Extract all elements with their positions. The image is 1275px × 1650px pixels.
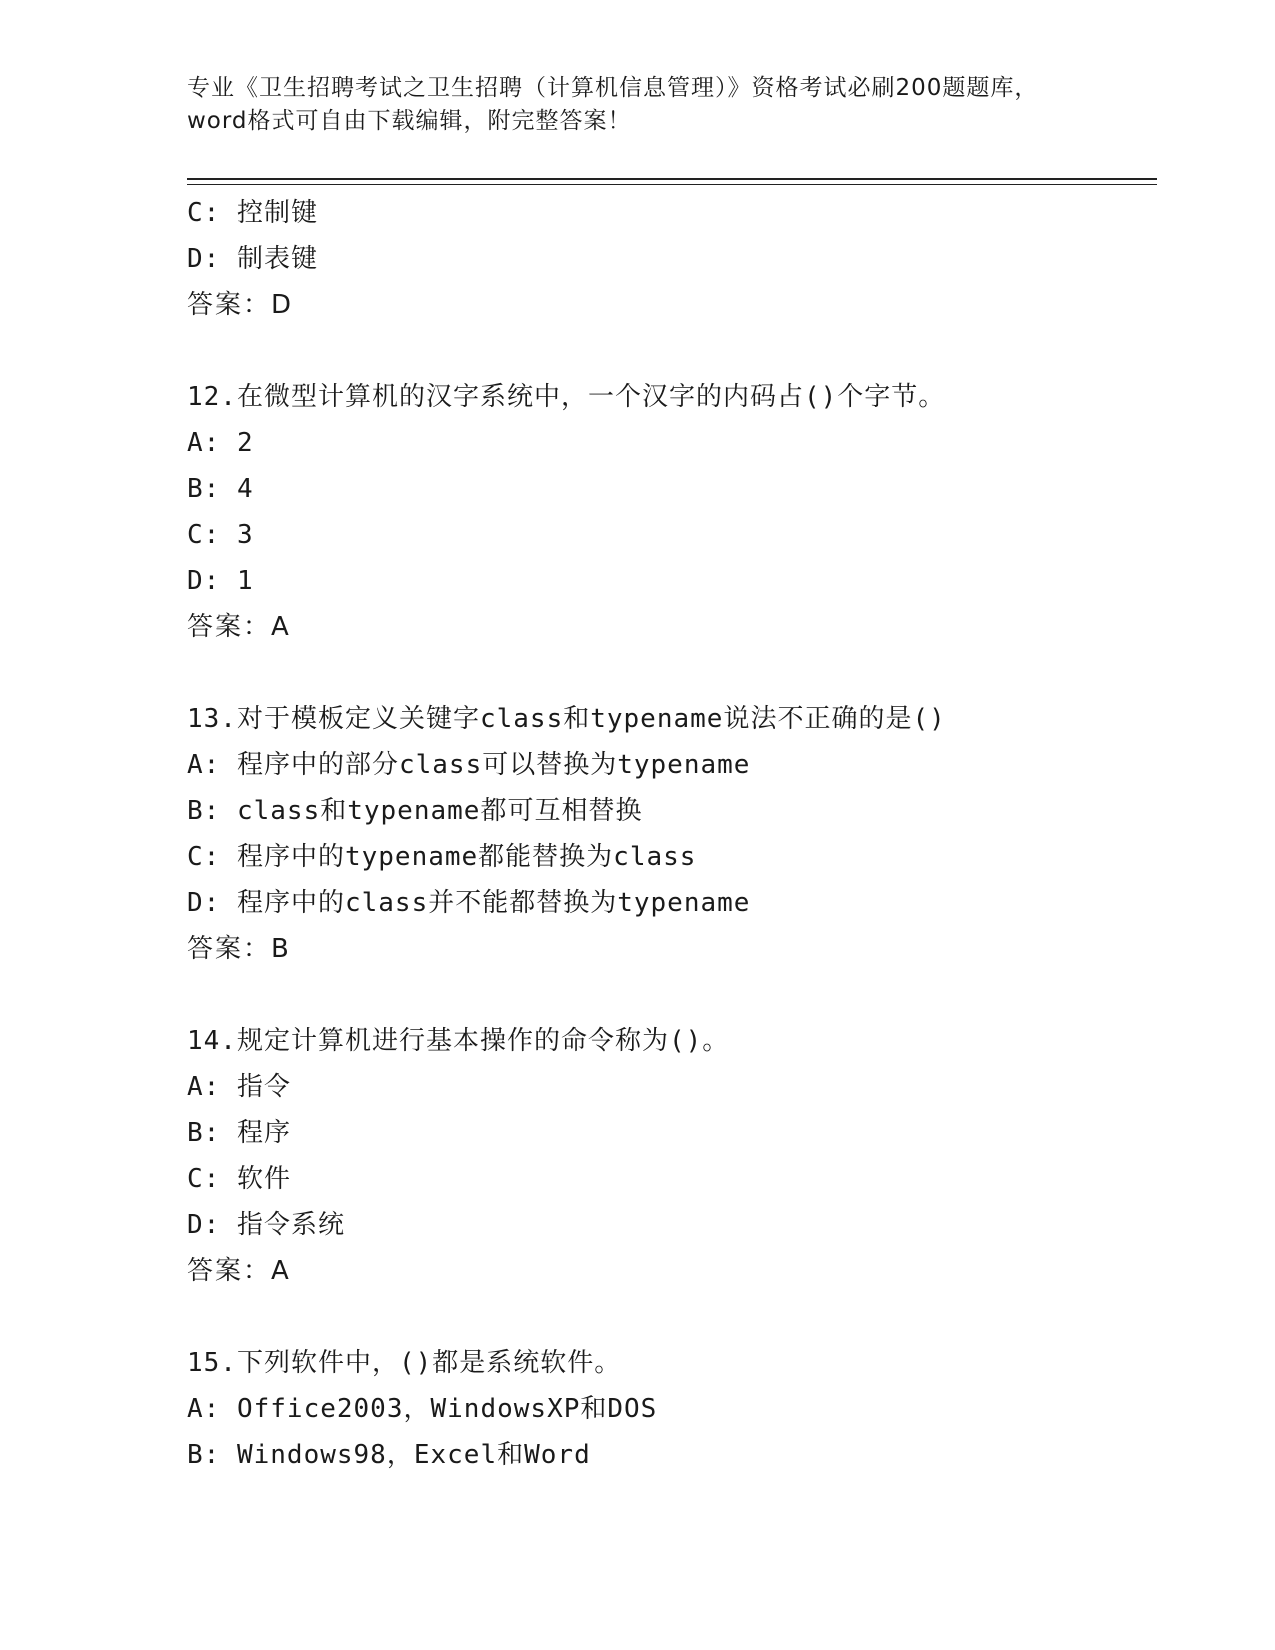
answer: 答案：D (187, 290, 294, 320)
option-d: D: 程序中的class并不能都替换为typename (187, 888, 751, 918)
option-d: D: 1 (187, 566, 254, 596)
header-divider (187, 178, 1157, 185)
option-c: C: 3 (187, 520, 254, 550)
question-stem: 12.在微型计算机的汉字系统中，一个汉字的内码占()个字节。 (187, 382, 946, 412)
question-stem: 14.规定计算机进行基本操作的命令称为()。 (187, 1026, 730, 1056)
question-continued (187, 190, 1157, 328)
option-b: B: 4 (187, 474, 254, 504)
option-a: A: 指令 (187, 1072, 291, 1102)
option-d: D: 制表键 (187, 244, 318, 274)
answer: 答案：A (187, 1256, 291, 1286)
question-12 (187, 374, 1157, 650)
option-b: B: class和typename都可互相替换 (187, 796, 643, 826)
question-13 (187, 696, 1157, 972)
option-a: A: 程序中的部分class可以替换为typename (187, 750, 751, 780)
option-c: C: 程序中的typename都能替换为class (187, 842, 697, 872)
question-15 (187, 1340, 1157, 1478)
option-b: B: 程序 (187, 1118, 291, 1148)
option-a: A: Office2003，WindowsXP和DOS (187, 1394, 658, 1424)
question-stem: 13.对于模板定义关键字class和typename说法不正确的是() (187, 704, 946, 734)
question-14 (187, 1018, 1157, 1294)
answer: 答案：B (187, 934, 291, 964)
question-list (187, 190, 1157, 1478)
option-d: D: 指令系统 (187, 1210, 345, 1240)
option-c: C: 控制键 (187, 198, 318, 228)
question-stem: 15.下列软件中，()都是系统软件。 (187, 1348, 622, 1378)
header-line-1: 专业《卫生招聘考试之卫生招聘（计算机信息管理）》资格考试必刷200题题库， (187, 75, 1039, 101)
answer: 答案：A (187, 612, 291, 642)
document-header (187, 72, 1087, 138)
option-c: C: 软件 (187, 1164, 291, 1194)
option-b: B: Windows98，Excel和Word (187, 1440, 591, 1470)
header-line-2: word格式可自由下载编辑，附完整答案！ (187, 108, 632, 134)
option-a: A: 2 (187, 428, 254, 458)
